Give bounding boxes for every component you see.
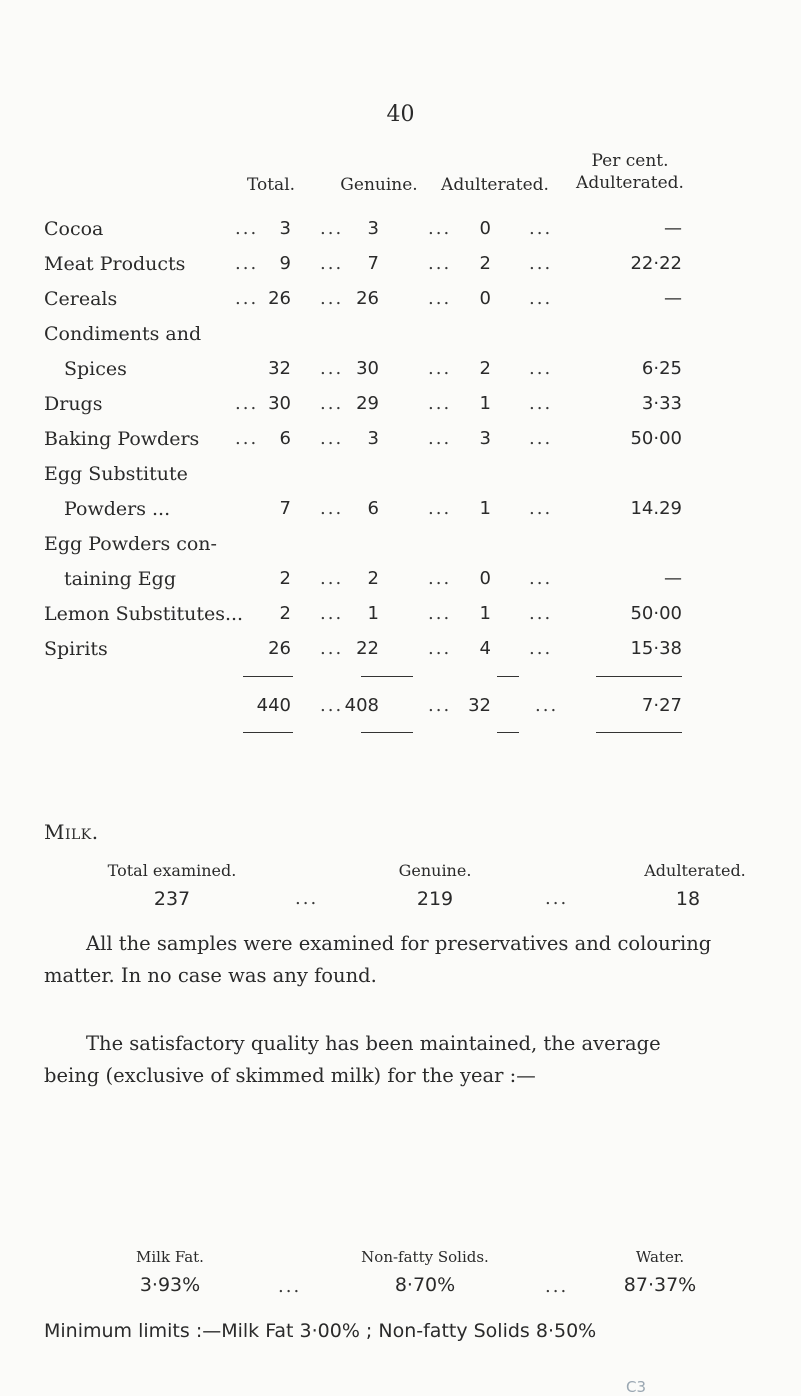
milk-genuine-value: 219 [416, 888, 454, 910]
cell-adulterated: 1 [479, 498, 491, 519]
cell-per-cent: 15·38 [630, 638, 682, 659]
cell-per-cent: 14.29 [630, 498, 682, 519]
label-dots: ... [235, 393, 259, 414]
dots-separator: ... [529, 253, 553, 274]
cell-adulterated: 0 [479, 288, 491, 309]
rule-total-top [243, 676, 293, 677]
dots-separator: ... [320, 603, 344, 624]
adulterated-sum: 32 [468, 695, 491, 716]
cell-adulterated: 3 [479, 428, 491, 449]
dots-separator: ... [428, 498, 452, 519]
avg-milk-fat-value: 3·93% [139, 1274, 201, 1296]
cell-genuine: 1 [367, 603, 379, 624]
avg-dots: ... [545, 1276, 569, 1297]
dots-separator: ... [320, 288, 344, 309]
avg-header-non-fatty: Non-fatty Solids. [361, 1248, 489, 1266]
rule-adulterated-top [497, 676, 519, 677]
dots-separator: ... [529, 358, 553, 379]
dots-separator: ... [320, 638, 344, 659]
dots-separator: ... [320, 358, 344, 379]
dots-separator: ... [428, 393, 452, 414]
cell-per-cent: 50·00 [630, 603, 682, 624]
avg-water-value: 87·37% [623, 1274, 697, 1296]
cell-genuine: 7 [367, 253, 379, 274]
page-number: 40 [386, 102, 415, 127]
rule-per-cent-bottom [596, 732, 682, 733]
cell-adulterated: 0 [479, 568, 491, 589]
rule-per-cent-top [596, 676, 682, 677]
label-dots: ... [235, 253, 259, 274]
dots-separator: ... [535, 695, 559, 716]
label-dots: ... [235, 288, 259, 309]
cell-adulterated: 4 [479, 638, 491, 659]
cell-genuine: 22 [356, 638, 379, 659]
dots-separator: ... [529, 603, 553, 624]
cell-total: 2 [279, 568, 291, 589]
dots-separator: ... [320, 393, 344, 414]
label-dots: ... [235, 428, 259, 449]
dots-separator: ... [320, 428, 344, 449]
genuine-sum: 408 [344, 695, 379, 716]
header-adulterated: Adulterated. [441, 175, 549, 195]
dots-separator: ... [428, 358, 452, 379]
row-label: Lemon Substitutes... [44, 603, 244, 625]
cell-total: 32 [268, 358, 291, 379]
cell-adulterated: 0 [479, 218, 491, 239]
dots-separator: ... [320, 568, 344, 589]
cell-genuine: 3 [367, 428, 379, 449]
cell-per-cent: 6·25 [641, 358, 682, 379]
rule-genuine-bottom [361, 732, 413, 733]
minimum-limits: Minimum limits :—Milk Fat 3·00% ; Non-fatty Solids 8·50% [44, 1320, 597, 1342]
milk-header-genuine: Genuine. [398, 861, 472, 880]
cell-per-cent: — [664, 568, 682, 589]
row-label: Condiments and [44, 323, 202, 345]
cell-genuine: 6 [367, 498, 379, 519]
rule-adulterated-bottom [497, 732, 519, 733]
total-sum: 440 [256, 695, 291, 716]
avg-dots: ... [278, 1276, 302, 1297]
paragraph-line: matter. In no case was any found. [44, 964, 377, 987]
dots-separator: ... [320, 218, 344, 239]
cell-per-cent: 3·33 [641, 393, 682, 414]
row-label: Cereals [44, 288, 118, 310]
avg-header-water: Water. [635, 1248, 685, 1266]
cell-adulterated: 2 [479, 358, 491, 379]
cell-genuine: 3 [367, 218, 379, 239]
dots-separator: ... [428, 568, 452, 589]
cell-total: 6 [279, 428, 291, 449]
dots-separator: ... [529, 638, 553, 659]
cell-genuine: 29 [356, 393, 379, 414]
dots-separator: ... [428, 695, 452, 716]
cell-adulterated: 2 [479, 253, 491, 274]
dots-separator: ... [529, 393, 553, 414]
label-dots: ... [235, 218, 259, 239]
row-label: Powders ... [64, 498, 171, 520]
dots-separator: ... [428, 428, 452, 449]
dots-separator: ... [428, 288, 452, 309]
header-total: Total. [246, 175, 296, 195]
per-cent-sum: 7·27 [641, 695, 682, 716]
header-per-cent-line1: Per cent. [591, 151, 669, 171]
milk-heading: Milk. [44, 820, 99, 844]
cell-per-cent: — [664, 218, 682, 239]
cell-per-cent: — [664, 288, 682, 309]
cell-adulterated: 1 [479, 393, 491, 414]
row-label: Egg Substitute [44, 463, 188, 485]
dots-separator: ... [320, 253, 344, 274]
cell-total: 3 [279, 218, 291, 239]
milk-dots: ... [295, 888, 319, 909]
dots-separator: ... [529, 428, 553, 449]
header-genuine: Genuine. [340, 175, 418, 195]
milk-header-adulterated: Adulterated. [644, 861, 746, 880]
rule-total-bottom [243, 732, 293, 733]
preservatives-paragraph [44, 928, 764, 992]
avg-non-fatty-value: 8·70% [394, 1274, 456, 1296]
milk-dots: ... [545, 888, 569, 909]
cell-per-cent: 50·00 [630, 428, 682, 449]
row-label: Meat Products [44, 253, 186, 275]
milk-adulterated-value: 18 [675, 888, 701, 910]
dots-separator: ... [529, 218, 553, 239]
cell-total: 26 [268, 638, 291, 659]
quality-paragraph [44, 1028, 764, 1092]
dots-separator: ... [428, 603, 452, 624]
dots-separator: ... [320, 498, 344, 519]
cell-per-cent: 22·22 [630, 253, 682, 274]
cell-genuine: 30 [356, 358, 379, 379]
paragraph-line: being (exclusive of skimmed milk) for the year :— [44, 1064, 536, 1087]
row-label: Spices [64, 358, 127, 380]
milk-total-value: 237 [153, 888, 191, 910]
cell-total: 26 [268, 288, 291, 309]
dots-separator: ... [428, 218, 452, 239]
cell-total: 2 [279, 603, 291, 624]
header-per-cent-line2: Adulterated. [576, 173, 684, 193]
dots-separator: ... [320, 695, 344, 716]
cell-genuine: 2 [367, 568, 379, 589]
row-label: Egg Powders con- [44, 533, 217, 555]
dots-separator: ... [529, 568, 553, 589]
paragraph-line: The satisfactory quality has been maintained, the average [86, 1032, 661, 1055]
row-label: Drugs [44, 393, 103, 415]
dots-separator: ... [529, 498, 553, 519]
cell-genuine: 26 [356, 288, 379, 309]
cell-adulterated: 1 [479, 603, 491, 624]
cell-total: 30 [268, 393, 291, 414]
signature-mark: C3 [626, 1378, 647, 1396]
dots-separator: ... [428, 253, 452, 274]
header-per-cent [560, 150, 700, 194]
milk-header-total: Total examined. [107, 861, 237, 880]
avg-header-milk-fat: Milk Fat. [136, 1248, 204, 1266]
row-label: Spirits [44, 638, 108, 660]
dots-separator: ... [529, 288, 553, 309]
cell-total: 7 [279, 498, 291, 519]
row-label: taining Egg [64, 568, 176, 590]
row-label: Baking Powders [44, 428, 200, 450]
rule-genuine-top [361, 676, 413, 677]
paragraph-line: All the samples were examined for preservatives and colouring [86, 932, 712, 955]
row-label: Cocoa [44, 218, 104, 240]
cell-total: 9 [279, 253, 291, 274]
dots-separator: ... [428, 638, 452, 659]
